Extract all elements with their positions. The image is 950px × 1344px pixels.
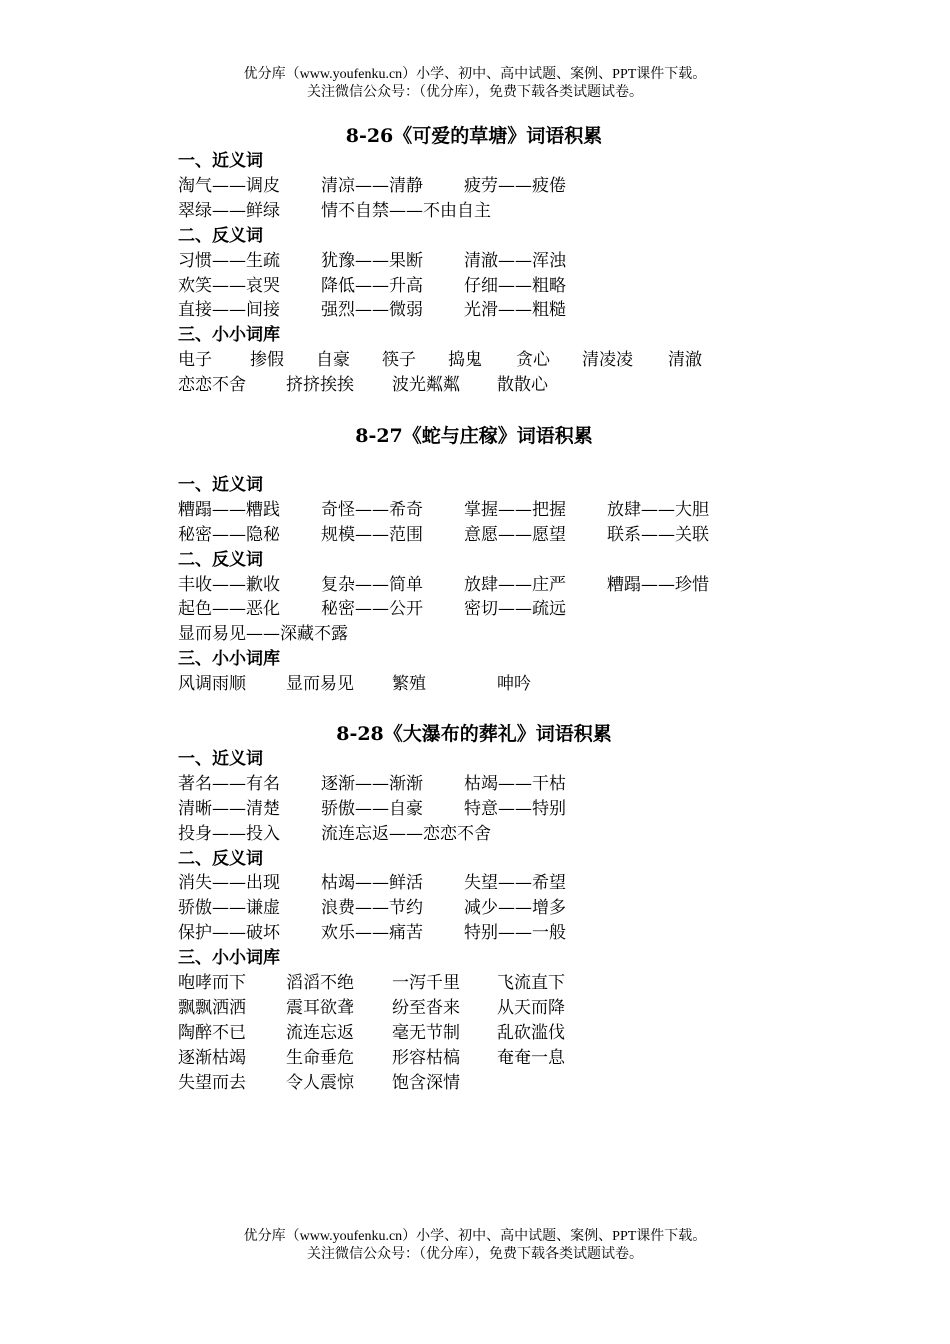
vocab-word: 自豪 <box>316 350 350 370</box>
word-pair: 流连忘返——恋恋不舍 <box>321 824 491 844</box>
section-heading: 一、近义词 <box>178 475 263 495</box>
page-header <box>0 66 950 102</box>
section-heading: 一、近义词 <box>178 151 263 171</box>
section-heading: 三、小小词库 <box>178 649 280 669</box>
lesson-title: 8-26《可爱的草塘》词语积累 <box>345 125 603 147</box>
word-pair: 翠绿——鲜绿 <box>178 201 280 221</box>
word-pair: 丰收——歉收 <box>178 575 280 595</box>
vocab-word: 散散心 <box>497 375 548 395</box>
vocab-word: 筷子 <box>382 350 416 370</box>
vocab-word: 飘飘洒洒 <box>178 998 246 1018</box>
section-heading: 一、近义词 <box>178 749 263 769</box>
vocab-word: 饱含深情 <box>392 1073 460 1093</box>
vocab-word: 陶醉不已 <box>178 1023 246 1043</box>
footer-line-2: 关注微信公众号：（优分库），免费下载各类试题试卷。 <box>307 1247 643 1262</box>
vocab-word: 显而易见 <box>286 674 354 694</box>
word-pair: 消失——出现 <box>178 873 280 893</box>
vocab-word: 繁殖 <box>392 674 426 694</box>
word-pair: 欢笑——哀哭 <box>178 276 280 296</box>
vocab-word: 咆哮而下 <box>178 973 246 993</box>
vocab-word: 捣鬼 <box>448 350 482 370</box>
footer-line-1: 优分库（www.youfenku.cn）小学、初中、高中试题、案例、PPT课件下载。 <box>243 1229 707 1244</box>
word-pair: 疲劳——疲倦 <box>464 176 566 196</box>
word-pair: 降低——升高 <box>321 276 423 296</box>
word-pair: 仔细——粗略 <box>464 276 566 296</box>
word-pair: 特别——一般 <box>464 923 566 943</box>
vocab-word: 恋恋不舍 <box>178 375 246 395</box>
word-pair: 减少——增多 <box>464 898 566 918</box>
vocab-word: 逐渐枯竭 <box>178 1048 246 1068</box>
word-pair: 习惯——生疏 <box>178 251 280 271</box>
vocab-word: 挤挤挨挨 <box>286 375 354 395</box>
word-pair: 密切——疏远 <box>464 599 566 619</box>
word-pair: 枯竭——鲜活 <box>321 873 423 893</box>
word-pair: 联系——关联 <box>607 525 709 545</box>
vocab-word: 毫无节制 <box>392 1023 460 1043</box>
header-line-2: 关注微信公众号：（优分库），免费下载各类试题试卷。 <box>307 85 643 100</box>
vocab-word: 滔滔不绝 <box>286 973 354 993</box>
vocab-word: 奄奄一息 <box>497 1048 565 1068</box>
word-pair: 放肆——大胆 <box>607 500 709 520</box>
lesson-title: 8-28《大瀑布的葬礼》词语积累 <box>336 723 612 745</box>
section-heading: 二、反义词 <box>178 226 263 246</box>
word-pair: 清凉——清静 <box>321 176 423 196</box>
vocab-word: 清凌凌 <box>582 350 633 370</box>
word-pair: 规模——范围 <box>321 525 423 545</box>
word-pair: 枯竭——干枯 <box>464 774 566 794</box>
word-pair: 起色——恶化 <box>178 599 280 619</box>
vocab-word: 清澈 <box>668 350 702 370</box>
word-pair: 浪费——节约 <box>321 898 423 918</box>
word-pair: 糟蹋——糟践 <box>178 500 280 520</box>
word-pair: 特意——特别 <box>464 799 566 819</box>
word-pair: 秘密——隐秘 <box>178 525 280 545</box>
vocab-word: 一泻千里 <box>392 973 460 993</box>
word-pair: 淘气——调皮 <box>178 176 280 196</box>
word-pair: 掌握——把握 <box>464 500 566 520</box>
vocab-word: 呻吟 <box>497 674 531 694</box>
section-heading: 三、小小词库 <box>178 948 280 968</box>
vocab-word: 乱砍滥伐 <box>497 1023 565 1043</box>
word-pair: 直接——间接 <box>178 300 280 320</box>
vocab-word: 贪心 <box>516 350 550 370</box>
section-heading: 二、反义词 <box>178 849 263 869</box>
word-pair: 显而易见——深藏不露 <box>178 624 348 644</box>
section-heading: 二、反义词 <box>178 550 263 570</box>
word-pair: 犹豫——果断 <box>321 251 423 271</box>
word-pair: 放肆——庄严 <box>464 575 566 595</box>
word-pair: 光滑——粗糙 <box>464 300 566 320</box>
word-pair: 意愿——愿望 <box>464 525 566 545</box>
vocab-word: 令人震惊 <box>286 1073 354 1093</box>
word-pair: 强烈——微弱 <box>321 300 423 320</box>
vocab-word: 飞流直下 <box>497 973 565 993</box>
vocab-word: 流连忘返 <box>286 1023 354 1043</box>
word-pair: 骄傲——谦虚 <box>178 898 280 918</box>
vocab-word: 电子 <box>178 350 212 370</box>
word-pair: 著名——有名 <box>178 774 280 794</box>
word-pair: 骄傲——自豪 <box>321 799 423 819</box>
vocab-word: 纷至沓来 <box>392 998 460 1018</box>
word-pair: 逐渐——渐渐 <box>321 774 423 794</box>
word-pair: 清澈——浑浊 <box>464 251 566 271</box>
word-pair: 欢乐——痛苦 <box>321 923 423 943</box>
word-pair: 失望——希望 <box>464 873 566 893</box>
vocab-word: 风调雨顺 <box>178 674 246 694</box>
vocab-word: 生命垂危 <box>286 1048 354 1068</box>
vocab-word: 波光粼粼 <box>392 375 460 395</box>
word-pair: 糟蹋——珍惜 <box>607 575 709 595</box>
word-pair: 秘密——公开 <box>321 599 423 619</box>
word-pair: 清晰——清楚 <box>178 799 280 819</box>
word-pair: 奇怪——希奇 <box>321 500 423 520</box>
vocab-word: 掺假 <box>250 350 284 370</box>
vocab-word: 震耳欲聋 <box>286 998 354 1018</box>
section-heading: 三、小小词库 <box>178 325 280 345</box>
header-line-1: 优分库（www.youfenku.cn）小学、初中、高中试题、案例、PPT课件下载。 <box>243 67 707 82</box>
vocab-word: 从天而降 <box>497 998 565 1018</box>
vocab-word: 形容枯槁 <box>392 1048 460 1068</box>
page-footer <box>0 1228 950 1264</box>
vocab-word: 失望而去 <box>178 1073 246 1093</box>
word-pair: 保护——破坏 <box>178 923 280 943</box>
word-pair: 情不自禁——不由自主 <box>321 201 491 221</box>
word-pair: 投身——投入 <box>178 824 280 844</box>
lesson-title: 8-27《蛇与庄稼》词语积累 <box>355 425 593 447</box>
word-pair: 复杂——简单 <box>321 575 423 595</box>
